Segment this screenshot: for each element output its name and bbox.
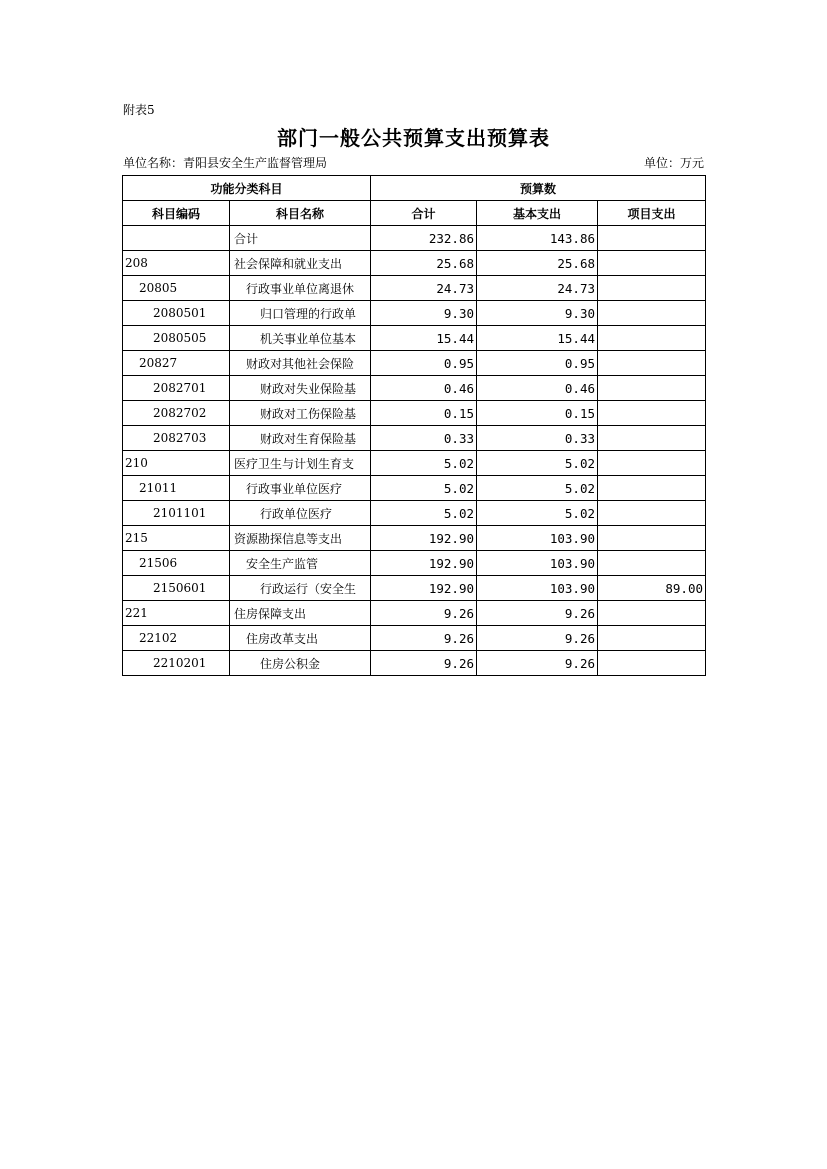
cell-project xyxy=(598,451,706,476)
cell-total: 192.90 xyxy=(371,526,477,551)
header-name: 科目名称 xyxy=(230,201,371,226)
cell-name: 行政事业单位离退休 xyxy=(230,276,371,301)
cell-basic: 103.90 xyxy=(477,551,598,576)
cell-name: 行政运行（安全生 xyxy=(230,576,371,601)
cell-total: 0.15 xyxy=(371,401,477,426)
cell-project xyxy=(598,351,706,376)
cell-project xyxy=(598,426,706,451)
table-row xyxy=(123,526,706,551)
cell-project: 89.00 xyxy=(598,576,706,601)
cell-project xyxy=(598,526,706,551)
cell-name: 住房改革支出 xyxy=(230,626,371,651)
cell-total: 25.68 xyxy=(371,251,477,276)
cell-total: 15.44 xyxy=(371,326,477,351)
cell-basic: 9.30 xyxy=(477,301,598,326)
header-budget-amount: 预算数 xyxy=(371,176,706,201)
cell-basic: 103.90 xyxy=(477,526,598,551)
cell-total: 9.26 xyxy=(371,651,477,676)
cell-code: 22102 xyxy=(123,626,230,651)
cell-basic: 0.95 xyxy=(477,351,598,376)
header-basic: 基本支出 xyxy=(477,201,598,226)
table-row xyxy=(123,551,706,576)
cell-name: 财政对其他社会保险 xyxy=(230,351,371,376)
cell-code: 2082702 xyxy=(123,401,230,426)
cell-code: 2080505 xyxy=(123,326,230,351)
page-title: 部门一般公共预算支出预算表 xyxy=(277,126,550,150)
cell-project xyxy=(598,276,706,301)
cell-name: 财政对生育保险基 xyxy=(230,426,371,451)
table-row xyxy=(123,376,706,401)
cell-code: 2101101 xyxy=(123,501,230,526)
cell-name: 安全生产监管 xyxy=(230,551,371,576)
budget-table-body xyxy=(123,226,706,676)
cell-name: 行政事业单位医疗 xyxy=(230,476,371,501)
cell-total: 192.90 xyxy=(371,551,477,576)
table-row xyxy=(123,351,706,376)
cell-project xyxy=(598,651,706,676)
cell-project xyxy=(598,476,706,501)
cell-total: 192.90 xyxy=(371,576,477,601)
cell-name: 合计 xyxy=(230,226,371,251)
cell-basic: 15.44 xyxy=(477,326,598,351)
cell-code: 2210201 xyxy=(123,651,230,676)
budget-table xyxy=(122,175,706,676)
header-total: 合计 xyxy=(371,201,477,226)
cell-project xyxy=(598,501,706,526)
cell-basic: 0.46 xyxy=(477,376,598,401)
cell-basic: 24.73 xyxy=(477,276,598,301)
cell-basic: 0.33 xyxy=(477,426,598,451)
cell-basic: 5.02 xyxy=(477,451,598,476)
cell-code: 21011 xyxy=(123,476,230,501)
cell-project xyxy=(598,551,706,576)
cell-basic: 5.02 xyxy=(477,501,598,526)
table-row xyxy=(123,226,706,251)
cell-name: 资源勘探信息等支出 xyxy=(230,526,371,551)
cell-basic: 25.68 xyxy=(477,251,598,276)
table-row xyxy=(123,501,706,526)
table-row xyxy=(123,426,706,451)
cell-code: 20805 xyxy=(123,276,230,301)
cell-total: 0.46 xyxy=(371,376,477,401)
cell-name: 归口管理的行政单 xyxy=(230,301,371,326)
cell-code: 2080501 xyxy=(123,301,230,326)
cell-project xyxy=(598,226,706,251)
cell-name: 医疗卫生与计划生育支 xyxy=(230,451,371,476)
cell-code xyxy=(123,226,230,251)
cell-code: 21506 xyxy=(123,551,230,576)
cell-code: 208 xyxy=(123,251,230,276)
table-row xyxy=(123,301,706,326)
header-column-row xyxy=(123,201,706,226)
table-row xyxy=(123,451,706,476)
cell-total: 0.33 xyxy=(371,426,477,451)
attachment-label: 附表5 xyxy=(123,103,155,117)
cell-code: 210 xyxy=(123,451,230,476)
cell-basic: 5.02 xyxy=(477,476,598,501)
cell-basic: 143.86 xyxy=(477,226,598,251)
cell-code: 2082701 xyxy=(123,376,230,401)
cell-project xyxy=(598,301,706,326)
unit-name: 单位名称：青阳县安全生产监督管理局 xyxy=(123,156,328,170)
cell-basic: 9.26 xyxy=(477,626,598,651)
table-row xyxy=(123,401,706,426)
cell-name: 机关事业单位基本 xyxy=(230,326,371,351)
cell-name: 行政单位医疗 xyxy=(230,501,371,526)
cell-project xyxy=(598,626,706,651)
cell-total: 9.30 xyxy=(371,301,477,326)
table-row xyxy=(123,326,706,351)
cell-name: 住房保障支出 xyxy=(230,601,371,626)
cell-project xyxy=(598,401,706,426)
cell-total: 24.73 xyxy=(371,276,477,301)
header-functional-classification: 功能分类科目 xyxy=(123,176,371,201)
cell-basic: 103.90 xyxy=(477,576,598,601)
cell-project xyxy=(598,326,706,351)
cell-code: 215 xyxy=(123,526,230,551)
cell-total: 5.02 xyxy=(371,451,477,476)
cell-code: 20827 xyxy=(123,351,230,376)
cell-name: 财政对工伤保险基 xyxy=(230,401,371,426)
cell-total: 9.26 xyxy=(371,626,477,651)
table-row xyxy=(123,626,706,651)
header-code: 科目编码 xyxy=(123,201,230,226)
table-row xyxy=(123,651,706,676)
cell-name: 住房公积金 xyxy=(230,651,371,676)
header-group-row xyxy=(123,176,706,201)
table-row xyxy=(123,576,706,601)
cell-code: 2082703 xyxy=(123,426,230,451)
cell-total: 9.26 xyxy=(371,601,477,626)
table-row xyxy=(123,251,706,276)
cell-total: 5.02 xyxy=(371,501,477,526)
currency-unit: 单位：万元 xyxy=(643,156,704,170)
table-row xyxy=(123,601,706,626)
cell-total: 5.02 xyxy=(371,476,477,501)
cell-code: 221 xyxy=(123,601,230,626)
cell-total: 0.95 xyxy=(371,351,477,376)
header-project: 项目支出 xyxy=(598,201,706,226)
cell-name: 社会保障和就业支出 xyxy=(230,251,371,276)
cell-name: 财政对失业保险基 xyxy=(230,376,371,401)
cell-project xyxy=(598,601,706,626)
table-row xyxy=(123,276,706,301)
cell-code: 2150601 xyxy=(123,576,230,601)
cell-total: 232.86 xyxy=(371,226,477,251)
table-row xyxy=(123,476,706,501)
cell-project xyxy=(598,251,706,276)
cell-basic: 0.15 xyxy=(477,401,598,426)
cell-basic: 9.26 xyxy=(477,601,598,626)
cell-basic: 9.26 xyxy=(477,651,598,676)
cell-project xyxy=(598,376,706,401)
